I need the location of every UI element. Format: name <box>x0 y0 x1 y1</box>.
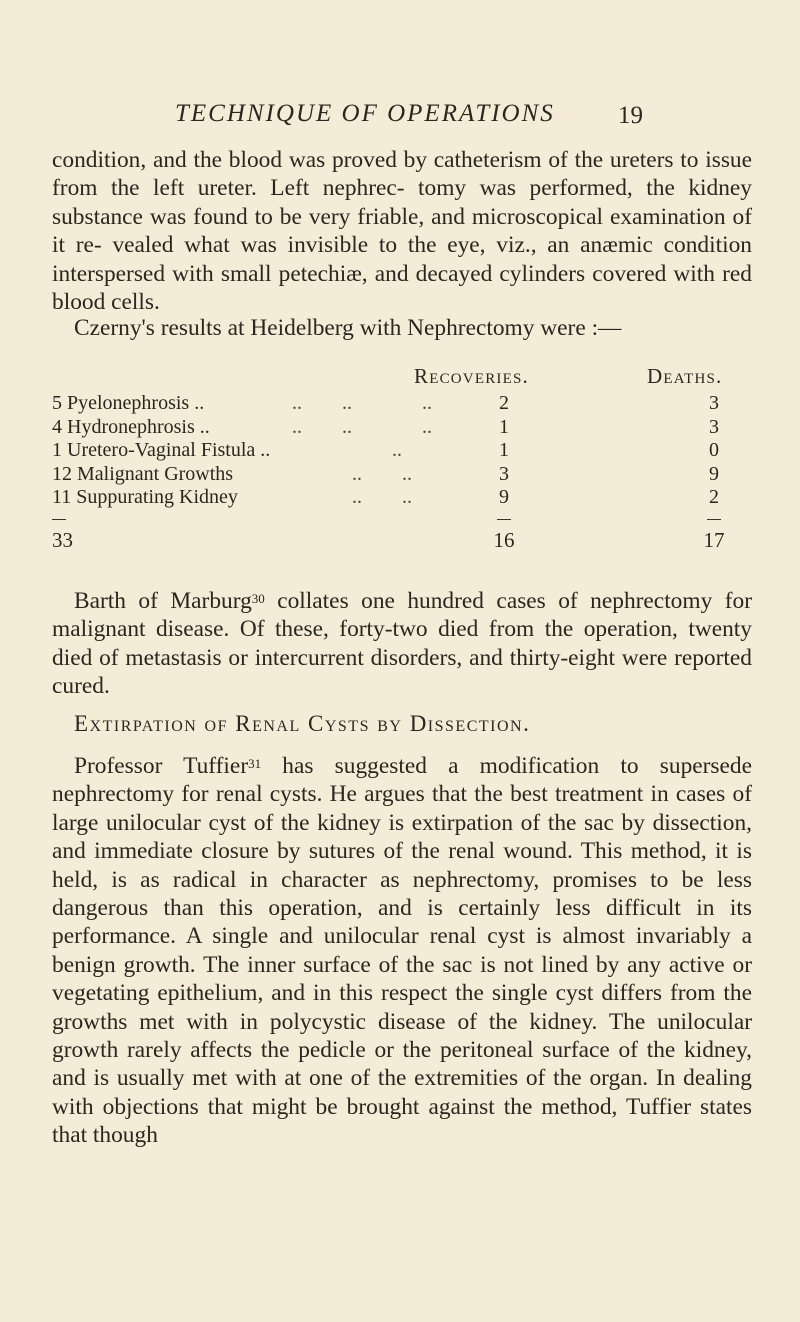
page-number: 19 <box>618 102 643 129</box>
row-deaths: 9 <box>709 462 719 485</box>
row-label: 12 Malignant Growths <box>52 462 234 485</box>
section-heading: Extirpation of Renal Cysts by Dissection. <box>74 711 531 736</box>
total-deaths: 17 <box>703 527 725 552</box>
row-recoveries: 2 <box>499 392 509 414</box>
table-row <box>52 416 762 440</box>
paragraph-tuffier-start: Professor Tuffier <box>74 753 249 779</box>
row-leaders: .. .. <box>292 392 352 414</box>
row-leaders: .. .. <box>352 462 412 485</box>
table-row <box>52 486 762 510</box>
row-leaders: .. .. <box>352 486 412 508</box>
row-leaders-rec: .. <box>422 415 432 438</box>
paragraph-catheterism: condition, and the blood was proved by catheterism of the ureters to issue from the left ureter. Left nephrec- tomy was performed, the kidney substance was found to be very friable, and microscopical examination of it re- vealed what was invisible to the eye, viz., an anæmic condition interspersed with small petechiæ, and decayed cylinders covered with red blood cells. <box>52 147 752 316</box>
total-rule-deaths <box>707 519 721 520</box>
paragraph-tuffier <box>52 752 752 1150</box>
reference-30: 30 <box>251 591 265 606</box>
total-rule-recoveries <box>497 519 511 520</box>
row-label: 5 Pyelonephrosis .. <box>52 392 205 414</box>
table-row <box>52 392 762 416</box>
row-recoveries: 3 <box>499 462 509 485</box>
row-leaders-rec: .. <box>422 392 432 414</box>
table-row <box>52 439 762 463</box>
table-row <box>52 463 762 487</box>
paragraph-barth-rest: collates one hundred cases of nephrectomy for malignant disease. Of these, forty-two died from the operation, twenty died of metastasis or intercurrent disorders, and thirty-eight were reported cured. <box>52 588 752 700</box>
paragraph-barth <box>52 587 752 701</box>
reference-31: 31 <box>248 756 262 771</box>
row-label: 1 Uretero-Vaginal Fistula .. <box>52 439 271 461</box>
table-column-headers <box>52 364 762 392</box>
row-deaths: 3 <box>709 415 719 438</box>
running-head <box>0 100 800 132</box>
row-leaders: .. <box>392 439 402 461</box>
totals-rule-row <box>52 510 762 528</box>
running-title: TECHNIQUE OF OPERATIONS <box>175 100 555 127</box>
column-header-recoveries: Recoveries. <box>414 364 529 388</box>
row-recoveries: 1 <box>499 415 509 438</box>
row-recoveries: 1 <box>499 439 509 461</box>
row-label: 4 Hydronephrosis .. <box>52 415 210 438</box>
nephrectomy-results-table <box>52 364 762 554</box>
total-rule-count <box>52 519 66 520</box>
total-cases: 33 <box>52 527 73 552</box>
paragraph-czerny-intro: Czerny's results at Heidelberg with Nephrectomy were :— <box>74 315 622 341</box>
paragraph-barth-start: Barth of Marburg <box>74 588 252 614</box>
table-totals-row <box>52 528 762 554</box>
total-recoveries: 16 <box>493 527 515 552</box>
row-deaths: 3 <box>709 392 719 414</box>
row-label: 11 Suppurating Kidney <box>52 486 238 508</box>
row-deaths: 2 <box>709 486 719 508</box>
row-recoveries: 9 <box>499 486 509 508</box>
paragraph-tuffier-rest: has suggested a modification to supersede nephrectomy for renal cysts. He argues that the best treatment in cases of large unilocular cyst of the kidney is extirpation of the sac by dissection, and immediate closure by sutures of the renal wound. This method, it is held, is as radical in character as nephrectomy, promises to be less dangerous than this operation, and is certainly less difficult in its performance. A single and unilocular renal cyst is almost invariably a benign growth. The inner surface of the sac is not lined by any active or vegetating epithelium, and in this respect the single cyst differs from the growths met with in polycystic disease of the kidney. The unilocular growth rarely affects the pedicle or the peritoneal surface of the kidney, and is usually met with at one of the extremities of the organ. In dealing with objections that might be brought against the method, Tuffier states that though <box>52 753 752 1149</box>
column-header-deaths: Deaths. <box>647 364 723 388</box>
row-deaths: 0 <box>709 439 719 461</box>
row-leaders: .. .. <box>292 415 352 438</box>
